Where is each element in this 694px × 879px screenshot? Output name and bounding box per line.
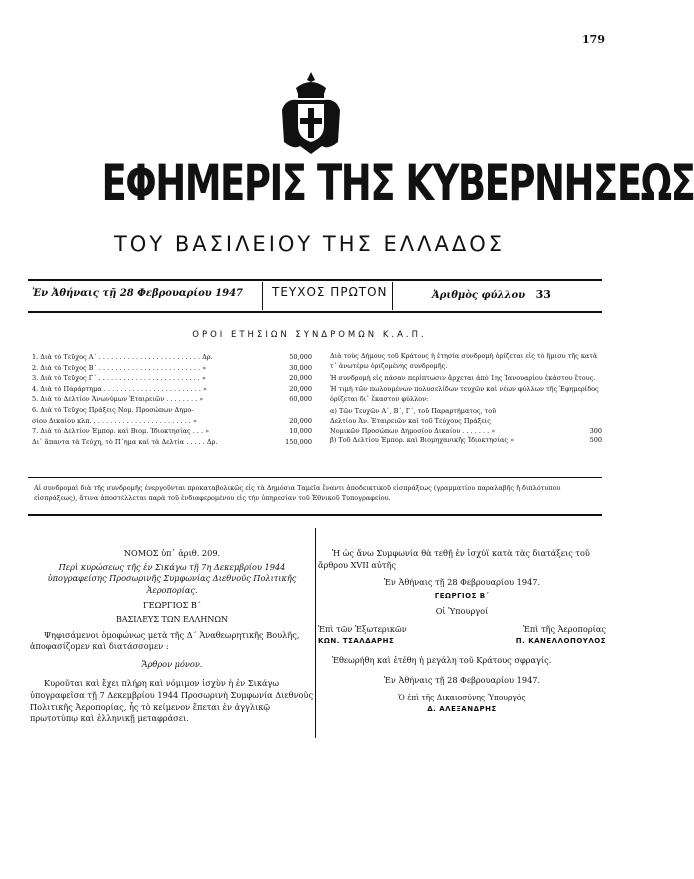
rate-row: 2. Διὰ τὸ Τεῦχος Β΄ . . . . . . . . . . . . . . . . . . . . . . . . . » 30,000 xyxy=(32,363,312,372)
law-subject: Περὶ κυρώσεως τῆς ἐν Σικάγω τῇ 7η Δεκεμβρίου 1944 ὑπογραφείσης Προσωρινῆς Συμφωνίας Διεθνοῦς Πολιτικῆς Ἀεροπορίας. xyxy=(47,561,297,595)
rate-row-total: Δι᾽ ἅπαντα τὰ Τεύχη, τὸ Π΄ημα καὶ τὰ Δελτία . . . . . Δρ. 150,000 xyxy=(32,437,312,446)
subscription-notes xyxy=(330,352,602,446)
law-column xyxy=(30,548,314,725)
divider xyxy=(28,279,602,281)
sub-rate-row: α) Τῶν Τευχῶν Α΄, Β΄, Γ΄, τοῦ Παραρτήματος, τοῦ xyxy=(330,406,497,415)
divider xyxy=(28,477,602,478)
law-preamble: Ψηφισάμενοι ὁμοφώνως μετὰ τῆς Δ΄ Ἀναθεωρητικῆς Βουλῆς, ἀποφασίζομεν καὶ διατάσσομεν : xyxy=(30,629,300,652)
king-signature: ΓΕΩΡΓΙΟΣ Β΄ xyxy=(434,591,490,600)
ministers-label: Οἱ Ὑπουργοί xyxy=(435,606,489,617)
issue-volume: ΤΕΥΧΟΣ ΠΡΩΤΟΝ xyxy=(272,285,388,299)
rate-row: 1. Διὰ τὸ Τεῦχος Α΄ . . . . . . . . . . . . . . . . . . . . . . . . . Δρ. 50,000 xyxy=(32,353,312,361)
sub-rate-row: Νομικῶν Προσώπων Δημοσίου Δικαίου . . . . . . . » 300 xyxy=(330,426,602,435)
signatures-column xyxy=(318,548,606,716)
gazette-subtitle: ΤΟΥ ΒΑΣΙΛΕΙΟΥ ΤΗΣ ΕΛΛΑΔΟΣ xyxy=(113,232,506,256)
rate-row: σίου Δικαίου κλπ. . . . . . . . . . . . . . . . . . . . . . . . . » 20,000 xyxy=(32,416,312,425)
king-title: ΒΑΣΙΛΕΥΣ ΤΩΝ ΕΛΛΗΝΩΝ xyxy=(115,614,229,624)
page-number: 179 xyxy=(582,33,605,46)
law-title: ΝΟΜΟΣ ὑπ᾽ ἀριθ. 209. xyxy=(123,548,221,558)
minister-right-role: Ἐπὶ τῆς Ἀεροπορίας xyxy=(522,623,606,634)
note: Ἡ συνδρομὴ εἰς πάσαν περίπτωσιν ἄρχεται ἀπὸ 1ης Ἰανουαρίου ἑκάστου ἔτους. xyxy=(330,373,596,382)
minister-left-role: Ἐπὶ τῶν Ἐξωτερικῶν xyxy=(318,623,407,634)
justice-name: Δ. ΑΛΕΞΑΝΔΡΗΣ xyxy=(427,704,497,713)
issue-date: Ἐν Ἀθήναις τῇ 28 Φεβρουαρίου 1947 xyxy=(32,288,244,299)
rate-row: 5. Διὰ τὸ Δελτίον Ἀνωνύμων Ἑταιρειῶν . . . . . . . . » 60,000 xyxy=(32,395,312,404)
justice-role: Ὁ ἐπὶ τῆς Δικαιοσύνης Ὑπουργός xyxy=(398,693,526,703)
royal-crest-emblem xyxy=(278,70,344,156)
subscription-footnote: Αἱ συνδρομαὶ διὰ τῆς συνδρομῆς ἐνεργοῦνται προκαταβολικῶς εἰς τὰ Δημόσια Ταμεῖα ἔναντι ἀποδεικτικοῦ εἰσπράξεως (γραμματίου παραλαβῆς ἢ διπλότυπου εἰσπράξεως), ἅτινα ἀποστέλλεται παρὰ τοῦ ἐνδιαφερομένου εἰς τὴν ὑπηρεσίαν τοῦ Ἐθνικοῦ Τυπογραφείου. xyxy=(34,484,561,502)
sub-rate-row: Δελτίου Ἀν. Ἑταιρειῶν καὶ τοῦ Τεύχους Πράξεις xyxy=(330,416,491,425)
sheet-number-label xyxy=(432,288,551,301)
seal-date: Ἐν Ἀθήναις τῇ 28 Φεβρουαρίου 1947. xyxy=(383,674,541,685)
subscription-rates xyxy=(32,352,312,447)
gazette-title: ΕΦΗΜΕΡΙΣ ΤΗΣ ΚΥΒΕΡΝΗΣΕΩΣ xyxy=(101,154,694,212)
note: Ἡ τιμὴ τῶν πωλουμένων πολυσελίδων τευχῶν καὶ νέων φύλλων τῆς Ἐφημερίδος ὁρίζεται δι᾽ ἕκαστον φύλλον: xyxy=(330,385,599,404)
signing-date: Ἐν Ἀθήναις τῇ 28 Φεβρουαρίου 1947. xyxy=(383,577,541,588)
column-divider xyxy=(315,528,316,738)
divider xyxy=(262,282,263,310)
divider xyxy=(28,514,602,516)
validity-clause: Ἡ ὡς ἄνω Συμφωνία θὰ τεθῇ ἐν ἰσχύϊ κατὰ τὰς διατάξεις τοῦ ἄρθρου XVII αὐτῆς xyxy=(318,548,590,570)
king-name: ΓΕΩΡΓΙΟΣ Β΄ xyxy=(142,600,202,611)
rate-row: 4. Διὰ τὸ Παράρτημα . . . . . . . . . . . . . . . . . . . . . . . . » 20,000 xyxy=(32,384,312,393)
rate-row: 6. Διὰ τὸ Τεῦχος Πράξεις Νομ. Προσώπων Δημο- xyxy=(32,405,194,414)
seal-statement: Ἐθεωρήθη καὶ ἐτέθη ἡ μεγάλη τοῦ Κράτους σφραγίς. xyxy=(332,655,552,666)
sheet-number: 33 xyxy=(535,288,551,301)
minister-left-name: ΚΩΝ. ΤΣΑΛΔΑΡΗΣ xyxy=(318,636,395,645)
rate-row: 7. Διὰ τὸ Δελτίον Ἐμπορ. καὶ Βιομ. Ἰδιοκτησίας . . . » 10,000 xyxy=(32,427,312,436)
minister-roles xyxy=(318,624,606,636)
divider xyxy=(28,311,602,313)
divider xyxy=(392,282,393,310)
note: Διὰ τοὺς Δήμους τοῦ Κράτους ἡ ἐτησία συνδρομὴ ὁρίζεται εἰς τὸ ἥμισυ τῆς κατὰ τ᾽ ἀνωτέρω ὁριζομένης συνδρομῆς. xyxy=(330,352,598,370)
minister-right-name: Π. ΚΑΝΕΛΛΟΠΟΥΛΟΣ xyxy=(515,636,606,645)
article-heading: Ἄρθρον μόνον. xyxy=(141,658,203,669)
rate-row: 3. Διὰ τὸ Τεῦχος Γ΄ . . . . . . . . . . . . . . . . . . . . . . . . . » 20,000 xyxy=(32,374,312,383)
sub-rate-row: β) Τοῦ Δελτίου Ἐμπορ. καὶ Βιομηχανικῆς Ἰδιοκτησίας » 500 xyxy=(330,436,602,445)
article-text: Κυροῦται καὶ ἔχει πλήρη καὶ νόμιμον ἰσχὺν ἡ ἐν Σικάγω ὑπογραφεῖσα τῇ 7 Δεκεμβρίου 1944 Προσωρινὴ Συμφωνία Διεθνοῦς Πολιτικῆς Ἀεροπορίας, ἧς τὸ κείμενον ἕπεται ἐν ἀγγλικῷ πρωτοτύπῳ καὶ ἑλληνικῇ μεταφράσει. xyxy=(30,678,314,724)
sheet-label: Ἀριθμὸς φύλλου xyxy=(432,290,526,301)
minister-names xyxy=(318,636,606,648)
subscription-heading: ΟΡΟΙ ΕΤΗΣΙΩΝ ΣΥΝΔΡΟΜΩΝ Κ.Α.Π. xyxy=(192,330,427,340)
